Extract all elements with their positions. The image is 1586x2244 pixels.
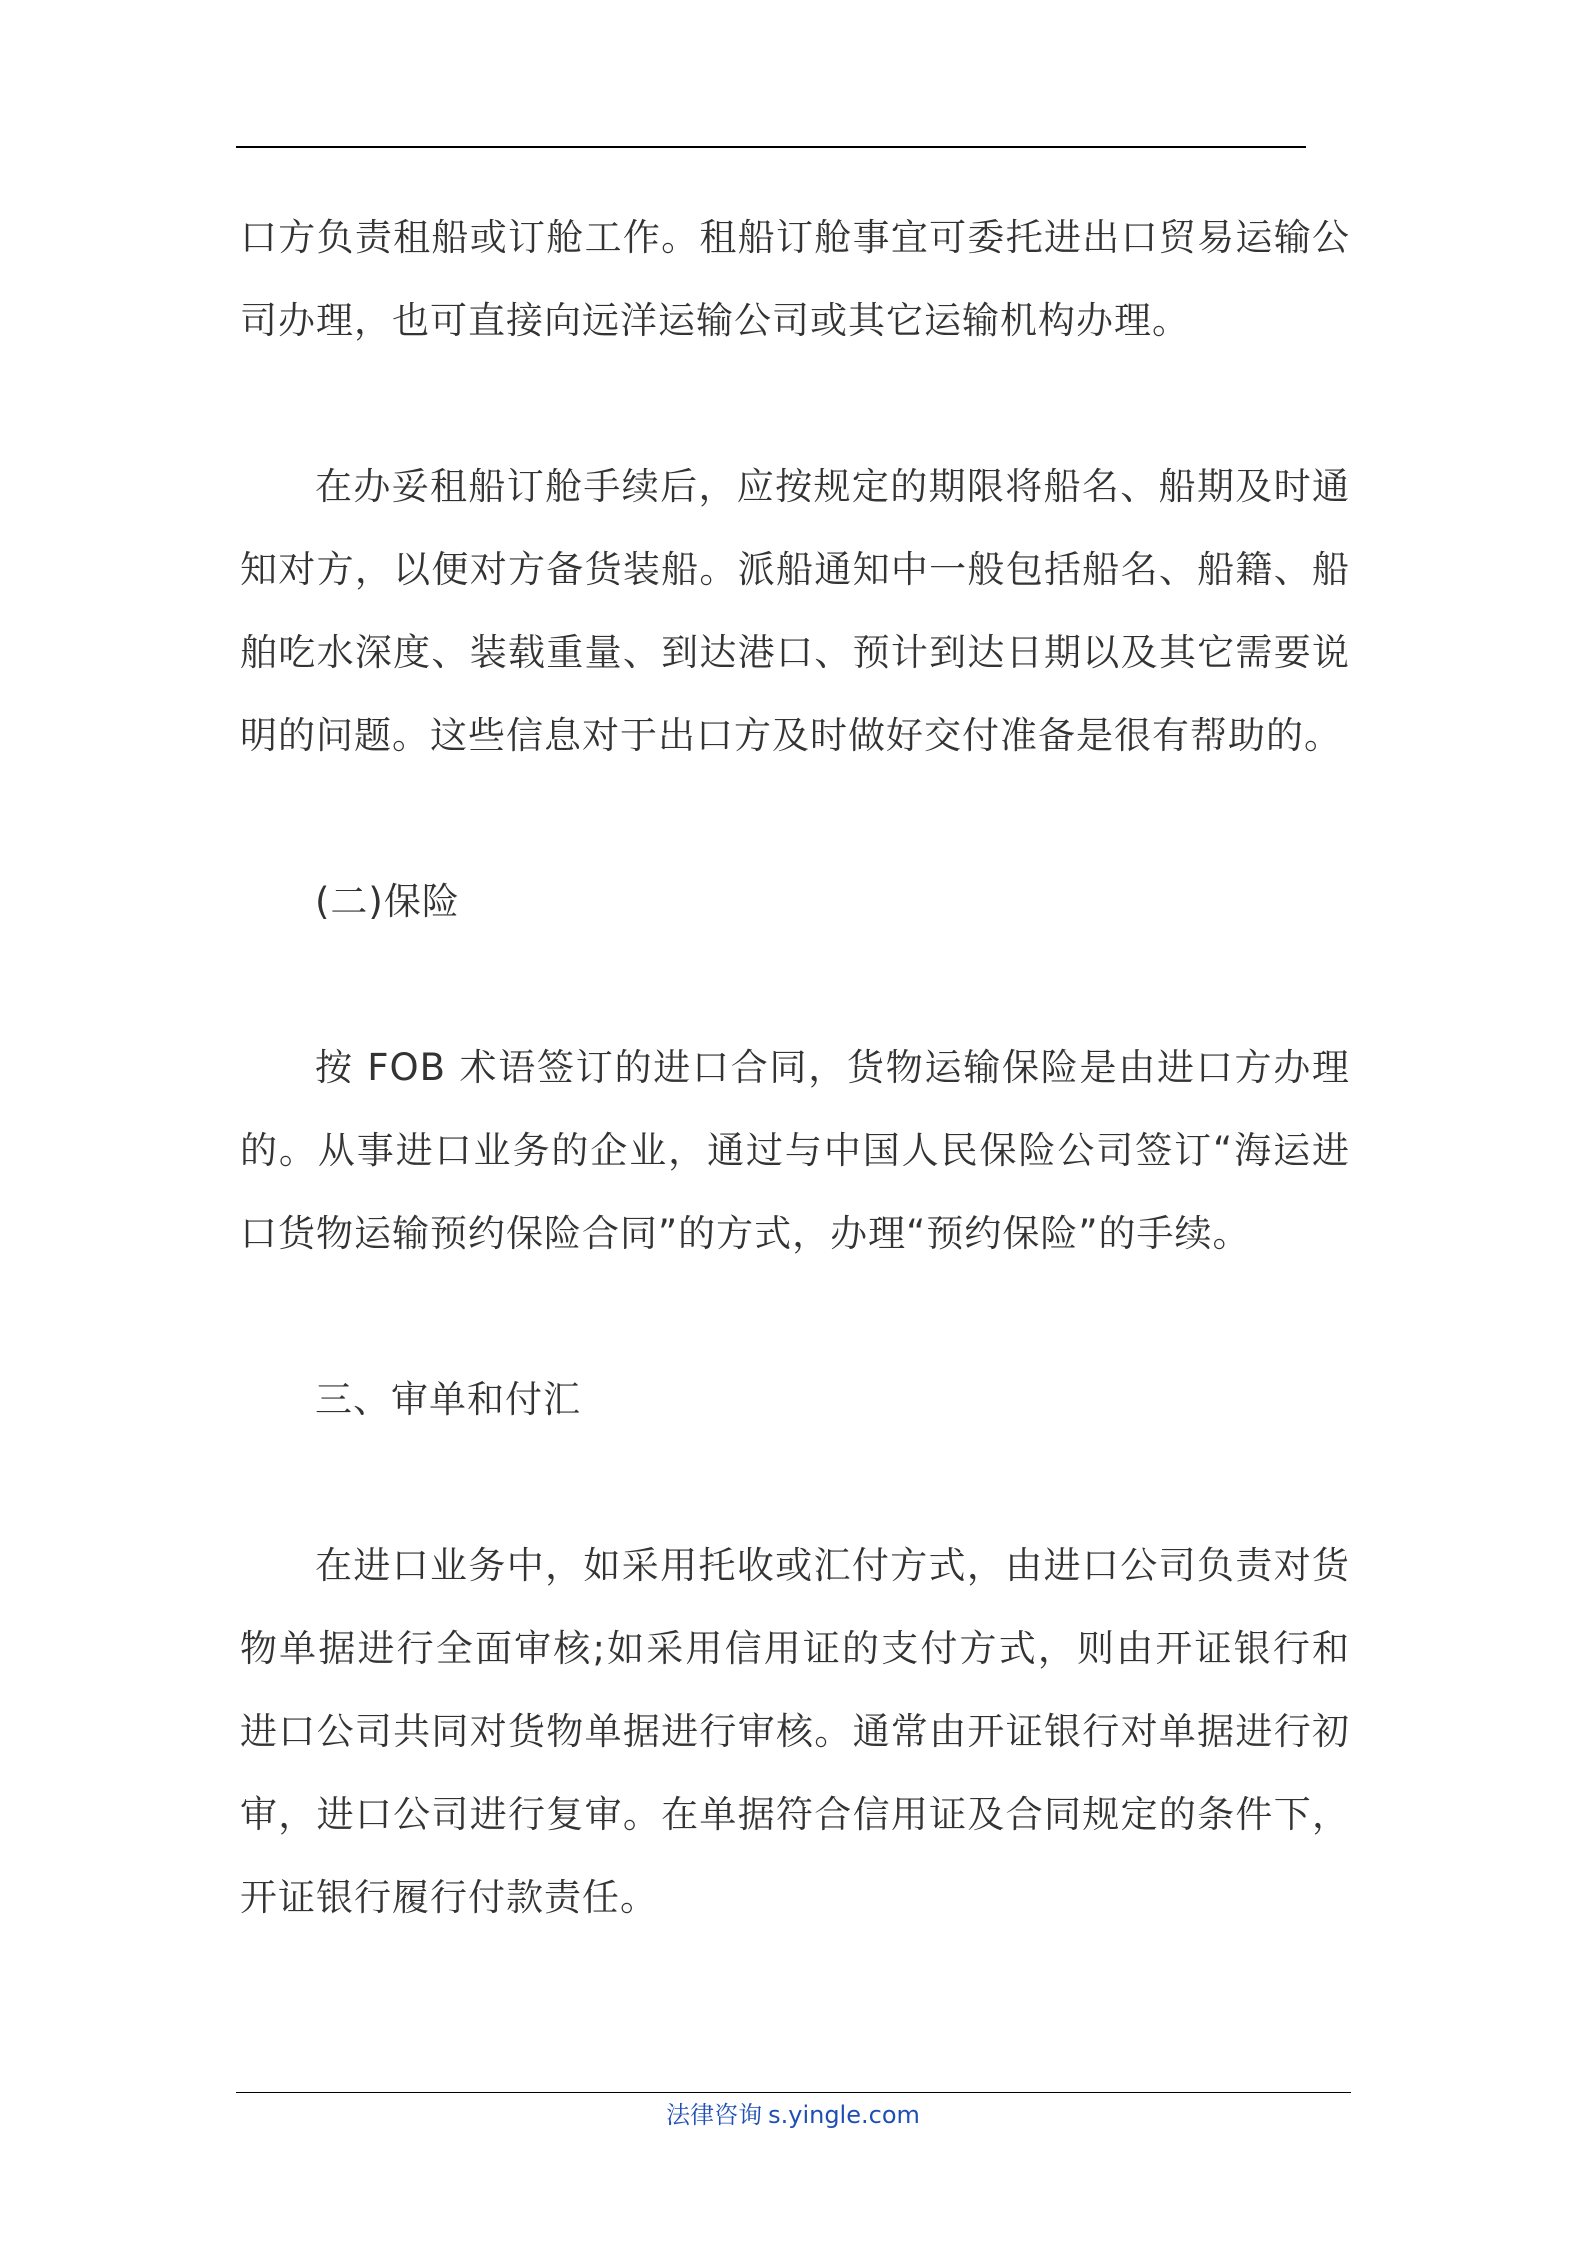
section-heading-document-review: 三、审单和付汇 <box>315 1378 581 1421</box>
footer-divider <box>236 2092 1351 2093</box>
paragraph-spacer <box>240 1275 1350 1358</box>
paragraph-spacer <box>240 1441 1350 1524</box>
header-divider <box>236 146 1306 148</box>
footer-url[interactable]: s.yingle.com <box>768 2101 920 2129</box>
paragraph-spacer <box>240 362 1350 445</box>
footer-label: 法律咨询 <box>666 2101 763 2129</box>
paragraph-shipping-notice: 在办妥租船订舱手续后，应按规定的期限将船名、船期及时通知对方，以便对方备货装船。派船通知中一般包括船名、船籍、船舶吃水深度、装载重量、到达港口、预计到达日期以及其它需要说明的问题。这些信息对于出口方及时做好交付准备是很有帮助的。 <box>240 465 1350 757</box>
paragraph-spacer <box>240 943 1350 1026</box>
paragraph-document-review: 在进口业务中，如采用托收或汇付方式，由进口公司负责对货物单据进行全面审核;如采用信用证的支付方式，则由开证银行和进口公司共同对货物单据进行审核。通常由开证银行对单据进行初审，进口公司进行复审。在单据符合信用证及合同规定的条件下，开证银行履行付款责任。 <box>240 1544 1350 1919</box>
page-footer <box>0 2098 1586 2132</box>
document-body <box>240 196 1350 1939</box>
paragraph-chartering: 口方负责租船或订舱工作。租船订舱事宜可委托进出口贸易运输公司办理，也可直接向远洋运输公司或其它运输机构办理。 <box>240 216 1350 342</box>
section-heading-insurance: (二)保险 <box>315 880 460 923</box>
paragraph-spacer <box>240 777 1350 860</box>
paragraph-insurance: 按 FOB 术语签订的进口合同，货物运输保险是由进口方办理的。从事进口业务的企业，通过与中国人民保险公司签订“海运进口货物运输预约保险合同”的方式，办理“预约保险”的手续。 <box>240 1046 1350 1255</box>
